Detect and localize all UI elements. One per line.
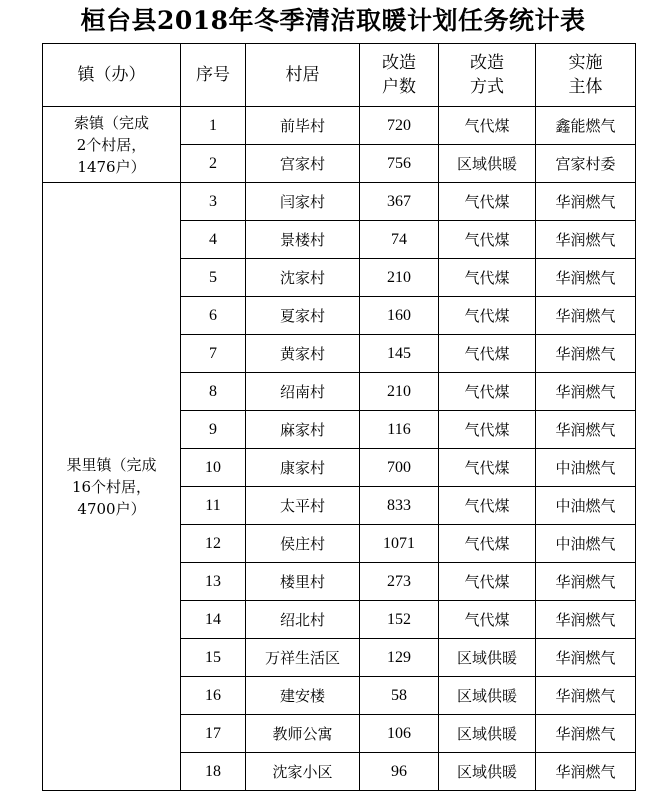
count-cell: 756 <box>360 145 439 183</box>
seq-cell: 13 <box>181 563 246 601</box>
count-cell: 833 <box>360 487 439 525</box>
seq-cell: 16 <box>181 677 246 715</box>
village-cell: 楼里村 <box>246 563 360 601</box>
header-count: 改造 户数 <box>360 44 439 107</box>
village-cell: 绍南村 <box>246 373 360 411</box>
village-cell: 黄家村 <box>246 335 360 373</box>
entity-cell: 华润燃气 <box>536 183 636 221</box>
count-cell: 152 <box>360 601 439 639</box>
method-cell: 区域供暖 <box>439 715 536 753</box>
method-cell: 气代煤 <box>439 297 536 335</box>
count-cell: 160 <box>360 297 439 335</box>
seq-cell: 7 <box>181 335 246 373</box>
entity-cell: 华润燃气 <box>536 639 636 677</box>
method-cell: 气代煤 <box>439 411 536 449</box>
town-cell-suo: 索镇（完成 2个村居， 1476户） <box>43 107 181 183</box>
method-cell: 气代煤 <box>439 373 536 411</box>
seq-cell: 8 <box>181 373 246 411</box>
method-cell: 气代煤 <box>439 449 536 487</box>
header-seq: 序号 <box>181 44 246 107</box>
entity-cell: 华润燃气 <box>536 715 636 753</box>
village-cell: 教师公寓 <box>246 715 360 753</box>
method-cell: 气代煤 <box>439 601 536 639</box>
page-title: 桓台县2018年冬季清洁取暖计划任务统计表 <box>80 6 586 35</box>
entity-cell: 鑫能燃气 <box>536 107 636 145</box>
header-village: 村居 <box>246 44 360 107</box>
method-cell: 气代煤 <box>439 487 536 525</box>
count-cell: 74 <box>360 221 439 259</box>
count-cell: 96 <box>360 753 439 791</box>
table-header-row <box>43 44 636 107</box>
seq-cell: 4 <box>181 221 246 259</box>
method-cell: 区域供暖 <box>439 145 536 183</box>
seq-cell: 2 <box>181 145 246 183</box>
table-row <box>43 183 636 221</box>
count-cell: 58 <box>360 677 439 715</box>
entity-cell: 华润燃气 <box>536 297 636 335</box>
seq-cell: 17 <box>181 715 246 753</box>
entity-cell: 华润燃气 <box>536 677 636 715</box>
method-cell: 区域供暖 <box>439 753 536 791</box>
method-cell: 气代煤 <box>439 563 536 601</box>
count-cell: 700 <box>360 449 439 487</box>
count-cell: 720 <box>360 107 439 145</box>
method-cell: 气代煤 <box>439 525 536 563</box>
village-cell: 建安楼 <box>246 677 360 715</box>
village-cell: 侯庄村 <box>246 525 360 563</box>
village-cell: 万祥生活区 <box>246 639 360 677</box>
count-cell: 210 <box>360 259 439 297</box>
header-town: 镇（办） <box>43 44 181 107</box>
seq-cell: 11 <box>181 487 246 525</box>
village-cell: 康家村 <box>246 449 360 487</box>
method-cell: 气代煤 <box>439 221 536 259</box>
entity-cell: 华润燃气 <box>536 563 636 601</box>
entity-cell: 华润燃气 <box>536 259 636 297</box>
count-cell: 106 <box>360 715 439 753</box>
method-cell: 气代煤 <box>439 183 536 221</box>
seq-cell: 10 <box>181 449 246 487</box>
header-entity: 实施 主体 <box>536 44 636 107</box>
count-cell: 145 <box>360 335 439 373</box>
method-cell: 区域供暖 <box>439 677 536 715</box>
method-cell: 气代煤 <box>439 107 536 145</box>
entity-cell: 中油燃气 <box>536 487 636 525</box>
village-cell: 绍北村 <box>246 601 360 639</box>
seq-cell: 18 <box>181 753 246 791</box>
village-cell: 太平村 <box>246 487 360 525</box>
count-cell: 273 <box>360 563 439 601</box>
heating-plan-table <box>42 43 636 791</box>
entity-cell: 宫家村委 <box>536 145 636 183</box>
seq-cell: 9 <box>181 411 246 449</box>
method-cell: 气代煤 <box>439 259 536 297</box>
method-cell: 区域供暖 <box>439 639 536 677</box>
seq-cell: 14 <box>181 601 246 639</box>
entity-cell: 中油燃气 <box>536 525 636 563</box>
count-cell: 1071 <box>360 525 439 563</box>
village-cell: 景楼村 <box>246 221 360 259</box>
entity-cell: 华润燃气 <box>536 601 636 639</box>
village-cell: 闫家村 <box>246 183 360 221</box>
village-cell: 宫家村 <box>246 145 360 183</box>
village-cell: 沈家村 <box>246 259 360 297</box>
table-row <box>43 107 636 145</box>
count-cell: 129 <box>360 639 439 677</box>
seq-cell: 5 <box>181 259 246 297</box>
entity-cell: 华润燃气 <box>536 411 636 449</box>
village-cell: 麻家村 <box>246 411 360 449</box>
entity-cell: 华润燃气 <box>536 753 636 791</box>
seq-cell: 15 <box>181 639 246 677</box>
count-cell: 116 <box>360 411 439 449</box>
village-cell: 前毕村 <box>246 107 360 145</box>
town-cell-guoli: 果里镇（完成 16个村居， 4700户） <box>43 183 181 791</box>
method-cell: 气代煤 <box>439 335 536 373</box>
entity-cell: 中油燃气 <box>536 449 636 487</box>
entity-cell: 华润燃气 <box>536 335 636 373</box>
entity-cell: 华润燃气 <box>536 221 636 259</box>
count-cell: 367 <box>360 183 439 221</box>
count-cell: 210 <box>360 373 439 411</box>
entity-cell: 华润燃气 <box>536 373 636 411</box>
seq-cell: 1 <box>181 107 246 145</box>
seq-cell: 3 <box>181 183 246 221</box>
header-method: 改造 方式 <box>439 44 536 107</box>
seq-cell: 6 <box>181 297 246 335</box>
village-cell: 夏家村 <box>246 297 360 335</box>
seq-cell: 12 <box>181 525 246 563</box>
village-cell: 沈家小区 <box>246 753 360 791</box>
